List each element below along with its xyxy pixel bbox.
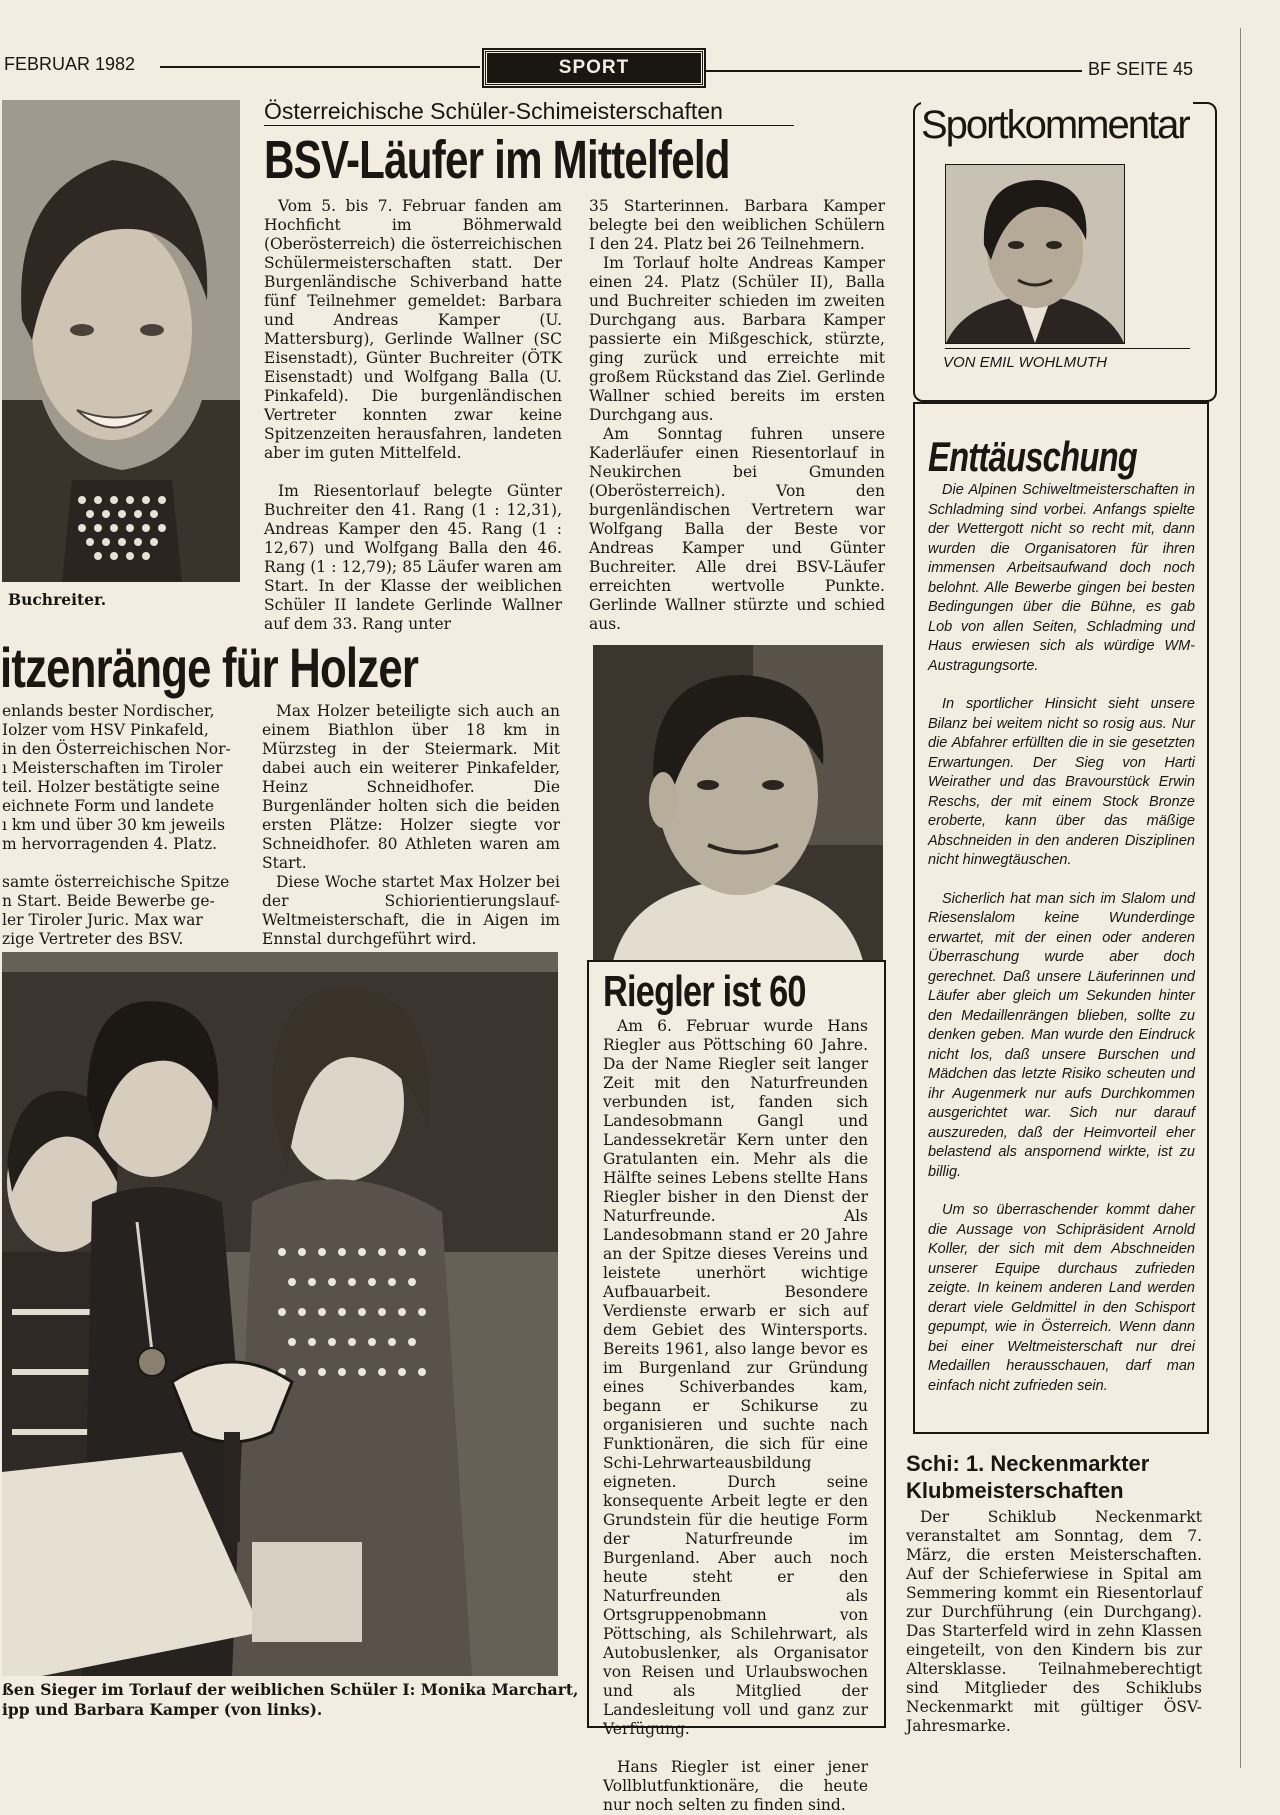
article-column xyxy=(262,702,560,949)
article-headline: itzenränge für Holzer xyxy=(0,636,419,699)
kommentar-headline: Enttäuschung xyxy=(928,433,1138,480)
text-line: n Start. Beide Bewerbe ge- xyxy=(2,892,215,910)
paragraph: Um so überraschender kommt daher die Aussage von Schipräsident Arnold Koller, der sich mit dem Abschneiden unserer Equipe durchaus zufrieden zeigte. In keinem anderen Land werden derart viele Geldmittel in den Schisport gepumpt, wie in Österreich. Wenn dann bei einer Weltmeisterschaft nur drei Medaillen herausschauen, darf man einfach nicht zufrieden sein. xyxy=(928,1202,1195,1394)
article-column xyxy=(906,1508,1202,1736)
paragraph: In sportlicher Hinsicht sieht unsere Bilanz bei weitem nicht so rosig aus. Nur die Abfahrer erfüllten die in sie gesetzten Erwartungen. Der Sieg von Harti Weirather und das Bravourstück Erwin Reschs, der mit einem Stock Bronze eroberte, kann über das mäßige Abschneiden in den anderen Disziplinen nicht hinwegtäuschen. xyxy=(928,696,1195,868)
paragraph: Am Sonntag fuhren unsere Kaderläufer einen Riesentorlauf in Neukirchen bei Gmunden (Oberösterreich). Von den burgenländischen Vertretern war Wolfgang Balla der Beste vor Andreas Kamper und Günter Buchreiter. Alle drei BSV-Läufer erreichten wertvolle Punkte. Gerlinde Wallner stürzte und schied aus. xyxy=(589,425,885,633)
caption-line: ßen Sieger im Torlauf der weiblichen Schüler I: Monika Marchart, xyxy=(2,1680,579,1699)
article-column xyxy=(264,197,562,634)
paragraph: Vom 5. bis 7. Februar fanden am Hochficht im Böhmerwald (Oberösterreich) die österreichischen Schülermeisterschaften statt. Der Burgenländische Schiverband hatte fünf Teilnehmer gemeldet: Barbara und Andreas Kamper (U. Mattersburg), Gerlinde Wallner (SC Eisenstadt), Günter Buchreiter (ÖTK Eisenstadt) und Wolfgang Balla (U. Pinkafeld). Die burgenländischen Vertreter konnten zwar keine Spitzenzeiten herausfahren, landeten aber im guten Mittelfeld. xyxy=(264,197,562,462)
paragraph: Am 6. Februar wurde Hans Riegler aus Pöttsching 60 Jahre. Da der Name Riegler seit langer Zeit mit den Naturfreunden verbunden ist, fanden sich Landesobmann Gangl und Landessekretär Kern unter den Gratulanten ein. Mehr als die Hälfte seines Lebens stellte Hans Riegler bisher in den Dienst der Naturfreunde. Als Landesobmann stand er 20 Jahre an der Spitze dieses Vereins und leistete unerhört wichtige Aufbauarbeit. Besondere Verdienste erwarb er sich auf dem Gebiet des Wintersports. Bereits 1961, also lange bevor es im Burgenland zur Gründung eines Schiverbandes kam, begann er Schikurse zu organisieren und suchte nach Funktionären, die sich für eine Schi-Lehrwarteausbildung eigneten. Durch seine konsequente Arbeit legte er den Grundstein für die heutige Form der Naturfreunde im Burgenland. Aber auch noch heute steht er den Naturfreunden als Ortsgruppenobmann von Pöttsching, als Schilehrwart, als Autobuslenker, als Organisator von Reisen und Urlaubswochen und als Mitglied der Landesleitung voll und ganz zur Verfügung. xyxy=(603,1017,868,1738)
paragraph: Im Riesentorlauf belegte Günter Buchreiter den 41. Rang (1 : 12,31), Andreas Kamper den 45. Rang (1 : 12,67) und Wolfgang Balla den 46. Rang (1 : 12,79); 85 Läufer waren am Start. In der Klasse der weiblichen Schüler II landete Gerlinde Wallner auf dem 33. Rang unter xyxy=(264,482,562,633)
kommentar-header-box xyxy=(913,102,1217,402)
paragraph: Hans Riegler ist einer jener Vollblutfunktionäre, die heute nur noch selten zu finden sind. xyxy=(603,1758,868,1814)
text-line: enlands bester Nordischer, xyxy=(2,702,215,720)
portrait-photo-buchreiter xyxy=(2,100,240,582)
text-line: zige Vertreter des BSV. xyxy=(2,930,184,948)
text-line: teil. Holzer bestätigte seine xyxy=(2,778,220,796)
text-line: Iolzer vom HSV Pinkafeld, xyxy=(2,721,209,739)
kommentar-title: Sportkommentar xyxy=(921,98,1193,152)
text-line: ı km und über 30 km jeweils xyxy=(2,816,226,834)
article-column xyxy=(603,1017,868,1815)
text-line: samte österreichische Spitze xyxy=(2,873,230,891)
masthead-rule xyxy=(160,66,480,68)
paragraph: Diese Woche startet Max Holzer bei der Schiorientierungslauf-Weltmeisterschaft, die in Aigen im Ennstal durchgeführt wird. xyxy=(262,873,560,948)
kommentar-text xyxy=(928,481,1195,1396)
text-line: eichnete Form und landete xyxy=(2,797,215,815)
author-photo xyxy=(945,164,1125,344)
kicker-rule xyxy=(264,125,794,126)
paragraph: Die Alpinen Schiweltmeisterschaften in Schladming sind vorbei. Anfangs spielte der Wettergott nicht so recht mit, dann wurden die Organisatoren für ihren immensen Arbeitsaufwand doch noch belohnt. Alle Bewerbe gingen bei besten Bedingungen über die Bühne, es gab Lob von allen Seiten, Schladming und Haus erwiesen sich als würdige WM-Austragungsorte. xyxy=(928,482,1195,674)
paragraph: Der Schiklub Neckenmarkt veranstaltet am Sonntag, dem 7. März, die ersten Meisterschaften. Auf der Schieferwiese in Spital am Semmering kommt ein Riesentorlauf zur Durchführung (ein Durchgang). Das Starterfeld wird in zehn Klassen eingeteilt, von den Kindern bis zur Altersklasse. Teilnahmeberechtigt sind Mitglieder des Schiklubs Neckenmarkt mit gültiger ÖSV-Jahresmarke. xyxy=(906,1508,1202,1735)
photo-caption xyxy=(2,1680,578,1720)
caption-line: ipp und Barbara Kamper (von links). xyxy=(2,1700,323,1719)
text-line: m hervorragenden 4. Platz. xyxy=(2,835,218,853)
masthead-rule xyxy=(700,70,1082,72)
photo-caption: Buchreiter. xyxy=(8,590,107,609)
page-edge-line xyxy=(1240,28,1241,1768)
issue-date: FEBRUAR 1982 xyxy=(4,54,136,74)
text-line: ler Tiroler Juric. Max war xyxy=(2,911,203,929)
paragraph: Sicherlich hat man sich im Slalom und Riesenslalom keine Wunderdinge erwartet, mit der einen oder anderen Überraschung wurde aber doch gerechnet. Daß unsere Läuferinnen und Läufer aber gleich um Sekunden hinter den Medaillenrängen blieben, sollte zu denken geben. Man wurde den Eindruck nicht los, daß unsere Burschen und Mädchen das letzte Risiko scheuten und ihr Augenmerk nur aufs Durchkommen ausgerichtet war. Sich nur darauf auszureden, daß der Heimvorteil eher belastend als anspornend wirkte, ist zu billig. xyxy=(928,890,1195,1180)
portrait-photo-riegler xyxy=(593,645,883,961)
kommentar-byline: VON EMIL WOHLMUTH xyxy=(943,354,1107,371)
article-headline: BSV-Läufer im Mittelfeld xyxy=(264,130,730,190)
headline-line: Klubmeisterschaften xyxy=(906,1478,1124,1503)
paragraph: 35 Starterinnen. Barbara Kamper belegte bei den weiblichen Schülern I den 24. Platz bei 26 Teilnehmern. xyxy=(589,197,885,253)
text-line: ı Meisterschaften im Tiroler xyxy=(2,759,223,777)
section-label: SPORT xyxy=(558,57,630,78)
article-headline: Riegler ist 60 xyxy=(603,967,806,1016)
article-kicker: Österreichische Schüler-Schimeisterschaften xyxy=(264,98,723,124)
section-banner xyxy=(484,50,704,86)
page-number: BF SEITE 45 xyxy=(1088,59,1194,79)
group-photo-winners xyxy=(2,952,558,1676)
paragraph: Im Torlauf holte Andreas Kamper einen 24. Platz (Schüler II), Balla und Buchreiter schieden im zweiten Durchgang aus. Barbara Kamper passierte ein Mißgeschick, stürzte, ging zurück und erreichte mit großem Rückstand das Ziel. Gerlinde Wallner schied bereits im ersten Durchgang aus. xyxy=(589,254,885,424)
article-headline xyxy=(906,1450,1149,1504)
paragraph: Max Holzer beteiligte sich auch an einem Biathlon über 18 km in Mürzsteg in der Steiermark. Mit dabei auch ein weiterer Pinkafelder, Heinz Schneidhofer. Die Burgenländer holten sich die beiden ersten Plätze: Holzer siegte vor Schneidhofer. 80 Athleten waren am Start. xyxy=(262,702,560,872)
article-column xyxy=(589,197,885,634)
headline-line: Schi: 1. Neckenmarkter xyxy=(906,1451,1150,1476)
text-line: in den Österreichischen Nor- xyxy=(2,740,231,758)
byline-rule xyxy=(945,348,1190,349)
article-column xyxy=(2,702,240,949)
